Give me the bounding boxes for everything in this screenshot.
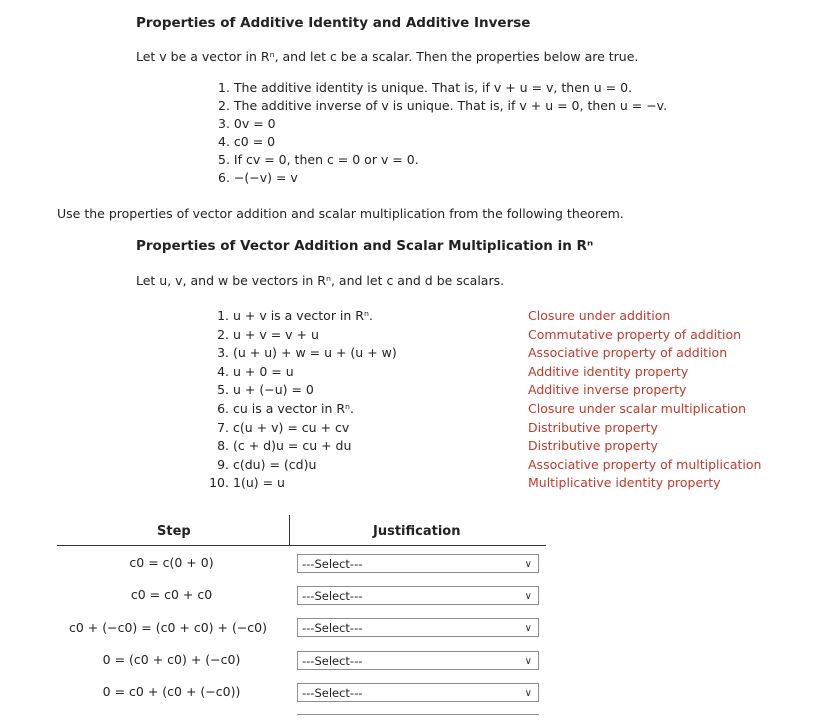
section1-item: 6. −(−v) = v [218, 170, 298, 185]
property-item: 8. (c + d)u = cu + du [217, 438, 352, 454]
chevron-down-icon: ∨ [524, 591, 532, 602]
section2-list [207, 307, 397, 493]
justification-label: Associative property of addition [528, 345, 728, 361]
section2-title: Properties of Vector Addition and Scalar Multiplication in Rⁿ [136, 238, 594, 254]
step-header: Step [157, 524, 191, 539]
property-item: 10. 1(u) = u [209, 475, 285, 491]
step-cell: c0 + (−c0) = (c0 + c0) + (−c0) [68, 620, 268, 635]
chevron-down-icon: ∨ [524, 559, 532, 570]
justification-select[interactable] [297, 618, 539, 637]
property-item: 2. u + v = v + u [217, 326, 319, 342]
select-value: ---Select--- [302, 654, 363, 668]
property-item: 6. cu is a vector in Rⁿ. [217, 400, 354, 416]
justification-label: Additive identity property [528, 363, 689, 379]
justification-label: Closure under addition [528, 308, 671, 323]
section1-title: Properties of Additive Identity and Additive Inverse [136, 15, 531, 31]
justification-label: Distributive property [528, 419, 658, 435]
justification-label: Closure under scalar multiplication [528, 400, 746, 416]
justification-select[interactable] [297, 586, 539, 605]
section1-list [218, 79, 667, 187]
property-item: 5. u + (−u) = 0 [217, 382, 314, 398]
property-item: 9. c(du) = (cd)u [217, 456, 317, 472]
select-value: ---Select--- [302, 557, 363, 571]
instruction-text: Use the properties of vector addition and scalar multiplication from the following theorem. [57, 206, 624, 221]
justification-label: Distributive property [528, 438, 658, 454]
step-cell: 0 = (c0 + c0) + (−c0) [102, 652, 241, 667]
justification-list [528, 307, 761, 493]
justification-select[interactable] [297, 651, 539, 670]
section2-intro: Let u, v, and w be vectors in Rⁿ, and let c and d be scalars. [136, 273, 505, 288]
justification-header: Justification [373, 524, 461, 539]
chevron-down-icon: ∨ [524, 656, 532, 667]
justification-select[interactable] [297, 554, 539, 573]
property-item: 3. (u + u) + w = u + (u + w) [217, 345, 397, 361]
justification-label: Additive inverse property [528, 382, 687, 398]
justification-label: Multiplicative identity property [528, 475, 721, 491]
property-item: 7. c(u + v) = cu + cv [217, 419, 350, 435]
section1-item: 2. The additive inverse of v is unique. That is, if v + u = 0, then u = −v. [218, 98, 668, 113]
justification-label: Commutative property of addition [528, 326, 742, 342]
select-value: ---Select--- [302, 686, 363, 700]
table-column-divider [289, 515, 290, 545]
section1-item: 4. c0 = 0 [218, 134, 276, 149]
section1-intro: Let v be a vector in Rⁿ, and let c be a scalar. Then the properties below are true. [136, 49, 639, 64]
justification-label: Associative property of multiplication [528, 456, 762, 472]
chevron-down-icon: ∨ [524, 623, 532, 634]
section1-item: 3. 0v = 0 [218, 116, 276, 131]
section1-item: 5. If cv = 0, then c = 0 or v = 0. [218, 152, 419, 167]
step-cell: c0 = c0 + c0 [130, 587, 213, 602]
property-item: 4. u + 0 = u [217, 363, 294, 379]
chevron-down-icon: ∨ [524, 688, 532, 699]
select-value: ---Select--- [302, 621, 363, 635]
step-cell: c0 = c(0 + 0) [129, 555, 214, 570]
select-value: ---Select--- [302, 589, 363, 603]
step-cell: 0 = c0 + (c0 + (−c0)) [102, 684, 241, 699]
justification-select[interactable] [297, 683, 539, 702]
table-header-divider [57, 545, 546, 546]
property-item: 1. u + v is a vector in Rⁿ. [217, 308, 373, 323]
section1-item: 1. The additive identity is unique. That is, if v + u = v, then u = 0. [218, 80, 633, 95]
